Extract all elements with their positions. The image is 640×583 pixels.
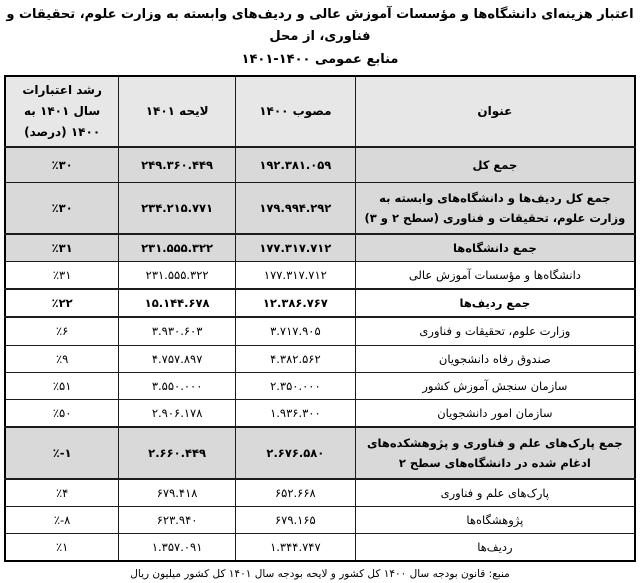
cell-bill-1401: ۲.۶۶۰.۴۴۹ bbox=[119, 427, 236, 479]
cell-label: پارک‌های علم و فناوری bbox=[355, 479, 635, 507]
page-title-line1: اعتبار هزینه‌ای دانشگاه‌ها و مؤسسات آموزش عالی و ردیف‌های وابسته به وزارت علوم، تحقیقات و فناوری، از محل bbox=[6, 7, 634, 45]
table-row bbox=[5, 289, 635, 317]
col-header-bill: لایحه ۱۴۰۱ bbox=[119, 76, 236, 147]
cell-growth-pct: ٪۵۰ bbox=[5, 399, 119, 427]
cell-growth-pct: ٪۳۰ bbox=[5, 183, 119, 235]
cell-growth-pct: ٪-۱ bbox=[5, 427, 119, 479]
table-row bbox=[5, 479, 635, 507]
cell-bill-1401: ۱۵.۱۴۴.۶۷۸ bbox=[119, 289, 236, 317]
header-row bbox=[5, 76, 635, 147]
cell-bill-1401: ۲۳۱.۵۵۵.۳۲۲ bbox=[119, 234, 236, 262]
col-header-growth: رشد اعتبارات سال ۱۴۰۱ به ۱۴۰۰ (درصد) bbox=[5, 76, 119, 147]
cell-bill-1401: ۶۲۳.۹۴۰ bbox=[119, 507, 236, 534]
cell-growth-pct: ٪۱ bbox=[5, 534, 119, 562]
cell-label: ردیف‌ها bbox=[355, 534, 635, 562]
cell-approved-1400: ۱.۹۳۶.۳۰۰ bbox=[235, 399, 355, 427]
cell-label: وزارت علوم، تحقیقات و فناوری bbox=[355, 317, 635, 345]
cell-approved-1400: ۱۷۷.۳۱۷.۷۱۲ bbox=[235, 262, 355, 290]
cell-growth-pct: ٪۴ bbox=[5, 479, 119, 507]
cell-growth-pct: ٪-۸ bbox=[5, 507, 119, 534]
cell-bill-1401: ۳.۵۵۰.۰۰۰ bbox=[119, 372, 236, 399]
table-row bbox=[5, 147, 635, 183]
cell-label: جمع پارک‌های علم و فناوری و پژوهشکده‌های ادغام شده در دانشگاه‌های سطح ۲ bbox=[355, 427, 635, 479]
table-row bbox=[5, 262, 635, 290]
cell-label: سازمان سنجش آموزش کشور bbox=[355, 372, 635, 399]
cell-bill-1401: ۲۴۹.۳۶۰.۴۴۹ bbox=[119, 147, 236, 183]
cell-label: جمع کل bbox=[355, 147, 635, 183]
cell-approved-1400: ۱۲.۳۸۶.۷۶۷ bbox=[235, 289, 355, 317]
cell-approved-1400: ۱۹۲.۳۸۱.۰۵۹ bbox=[235, 147, 355, 183]
cell-approved-1400: ۶۷۹.۱۶۵ bbox=[235, 507, 355, 534]
table-row bbox=[5, 399, 635, 427]
cell-bill-1401: ۲۳۱.۵۵۵.۳۲۲ bbox=[119, 262, 236, 290]
cell-growth-pct: ٪۶ bbox=[5, 317, 119, 345]
col-header-title: عنوان bbox=[355, 76, 635, 147]
cell-label: جمع کل ردیف‌ها و دانشگاه‌های وابسته به وزارت علوم، تحقیقات و فناوری (سطح ۲ و ۳) bbox=[355, 183, 635, 235]
cell-label: دانشگاه‌ها و مؤسسات آموزش عالی bbox=[355, 262, 635, 290]
cell-label: جمع ردیف‌ها bbox=[355, 289, 635, 317]
cell-growth-pct: ٪۲۲ bbox=[5, 289, 119, 317]
cell-label: پژوهشگاه‌ها bbox=[355, 507, 635, 534]
col-header-approved: مصوب ۱۴۰۰ bbox=[235, 76, 355, 147]
cell-growth-pct: ٪۵۱ bbox=[5, 372, 119, 399]
table-row bbox=[5, 427, 635, 479]
table-row bbox=[5, 234, 635, 262]
table-row bbox=[5, 534, 635, 562]
cell-approved-1400: ۲.۳۵۰.۰۰۰ bbox=[235, 372, 355, 399]
cell-bill-1401: ۱.۳۵۷.۰۹۱ bbox=[119, 534, 236, 562]
cell-bill-1401: ۲.۹۰۶.۱۷۸ bbox=[119, 399, 236, 427]
cell-approved-1400: ۳.۷۱۷.۹۰۵ bbox=[235, 317, 355, 345]
page-title bbox=[0, 0, 640, 71]
page-title-line2: منابع عمومی ۱۴۰۰-۱۴۰۱ bbox=[241, 51, 399, 67]
cell-label: جمع دانشگاه‌ها bbox=[355, 234, 635, 262]
budget-table bbox=[4, 75, 636, 562]
cell-approved-1400: ۱۷۷.۳۱۷.۷۱۲ bbox=[235, 234, 355, 262]
cell-growth-pct: ٪۳۱ bbox=[5, 262, 119, 290]
cell-approved-1400: ۴.۳۸۲.۵۶۲ bbox=[235, 345, 355, 372]
cell-approved-1400: ۲.۶۷۶.۵۸۰ bbox=[235, 427, 355, 479]
cell-bill-1401: ۶۷۹.۴۱۸ bbox=[119, 479, 236, 507]
cell-approved-1400: ۶۵۲.۶۶۸ bbox=[235, 479, 355, 507]
table-row bbox=[5, 507, 635, 534]
cell-label: صندوق رفاه دانشجویان bbox=[355, 345, 635, 372]
source-note: منبع: قانون بودجه سال ۱۴۰۰ کل کشور و لایحه بودجه سال ۱۴۰۱ کل کشور میلیون ریال bbox=[130, 568, 510, 581]
cell-label: سازمان امور دانشجویان bbox=[355, 399, 635, 427]
cell-bill-1401: ۴.۷۵۷.۸۹۷ bbox=[119, 345, 236, 372]
table-row bbox=[5, 372, 635, 399]
cell-bill-1401: ۲۳۴.۲۱۵.۷۷۱ bbox=[119, 183, 236, 235]
cell-approved-1400: ۱.۳۴۴.۷۴۷ bbox=[235, 534, 355, 562]
cell-approved-1400: ۱۷۹.۹۹۴.۲۹۲ bbox=[235, 183, 355, 235]
table-row bbox=[5, 183, 635, 235]
cell-growth-pct: ٪۹ bbox=[5, 345, 119, 372]
cell-growth-pct: ٪۳۱ bbox=[5, 234, 119, 262]
table-row bbox=[5, 317, 635, 345]
table-row bbox=[5, 345, 635, 372]
cell-growth-pct: ٪۳۰ bbox=[5, 147, 119, 183]
cell-bill-1401: ۳.۹۳۰.۶۰۳ bbox=[119, 317, 236, 345]
